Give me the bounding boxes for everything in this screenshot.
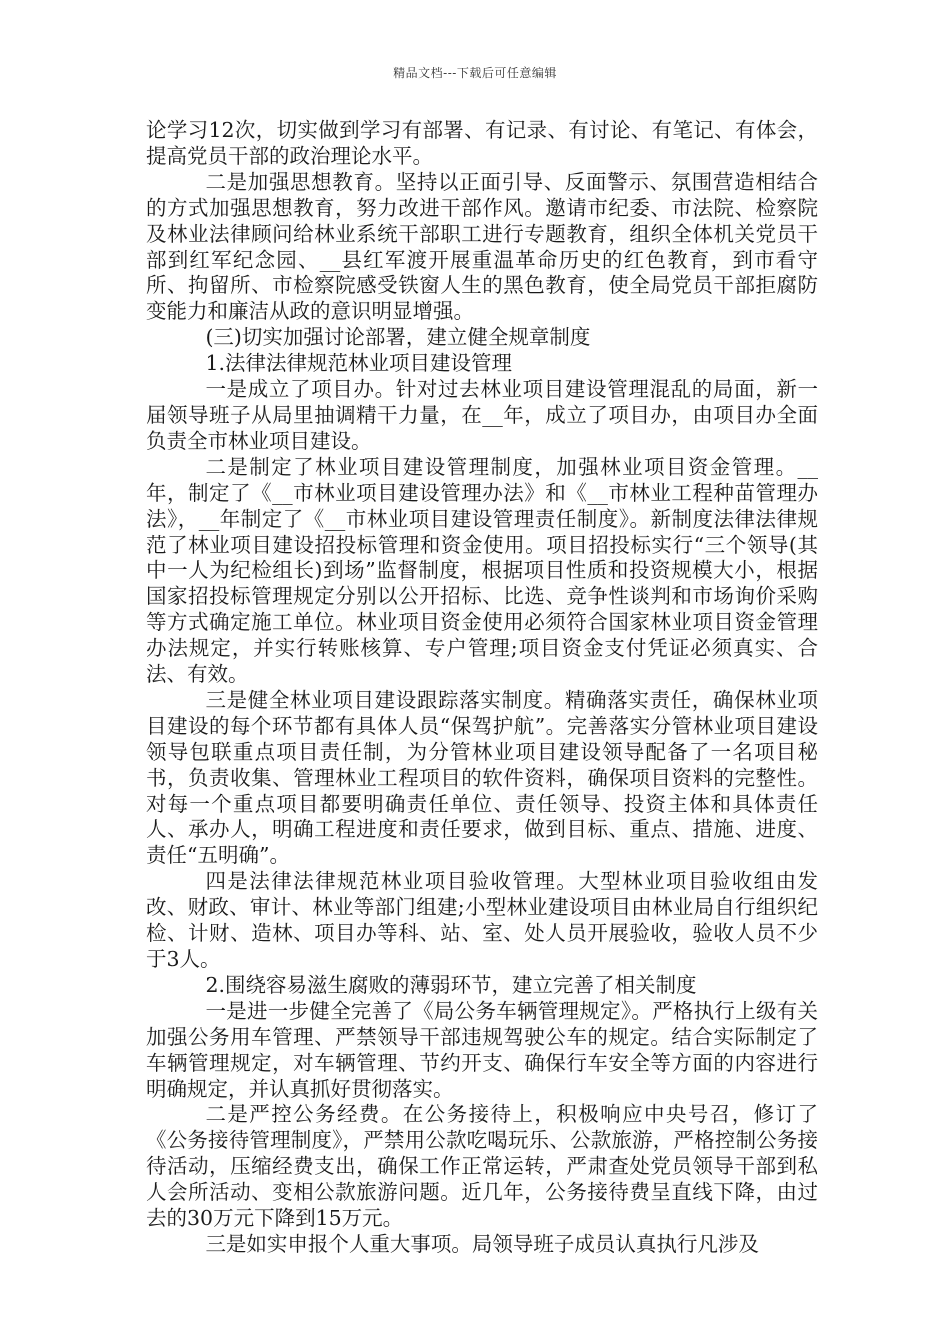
paragraph: 论学习12次，切实做到学习有部署、有记录、有讨论、有笔记、有体会，提高党员干部的政治理论水平。 (146, 118, 818, 168)
paragraph: 二是严控公务经费。在公务接待上，积极响应中央号召，修订了《公务接待管理制度》，严禁用公款吃喝玩乐、公款旅游，严格控制公务接待活动，压缩经费支出，确保工作正常运转，严肃查处党员领导干部到私人会所活动、变相公款旅游问题。近几年，公务接待费呈直线下降，由过去的30万元下降到15万元。 (146, 1102, 818, 1231)
paragraph: 二是加强思想教育。坚持以正面引导、反面警示、氛围营造相结合的方式加强思想教育，努力改进干部作风。邀请市纪委、市法院、检察院及林业法律顾问给林业系统干部职工进行专题教育，组织全体机关党员干部到红军纪念园、__县红军渡开展重温革命历史的红色教育，到市看守所、拘留所、市检察院感受铁窗人生的黑色教育，使全局党员干部拒腐防变能力和廉洁从政的意识明显增强。 (146, 169, 818, 324)
section-heading: (三)切实加强讨论部署，建立健全规章制度 (205, 325, 591, 350)
paragraph: 三是如实申报个人重大事项。局领导班子成员认真执行凡涉及 (205, 1231, 759, 1256)
paragraph: 四是法律法律规范林业项目验收管理。大型林业项目验收组由发改、财政、审计、林业等部门组建;小型林业建设项目由林业局自行组织纪检、计财、造林、项目办等科、站、室、处人员开展验收，验收人员不少于3人。 (146, 869, 818, 971)
page-header: 精品文档---下载后可任意编辑 (393, 66, 557, 80)
document-body (146, 118, 818, 1258)
subsection-heading: 1.法律法律规范林业项目建设管理 (205, 351, 512, 376)
paragraph: 一是进一步健全完善了《局公务车辆管理规定》。严格执行上级有关加强公务用车管理、严禁领导干部违规驾驶公车的规定。结合实际制定了车辆管理规定，对车辆管理、节约开支、确保行车安全等方面的内容进行明确规定，并认真抓好贯彻落实。 (146, 998, 818, 1101)
paragraph: 一是成立了项目办。针对过去林业项目建设管理混乱的局面，新一届领导班子从局里抽调精干力量，在__年，成立了项目办，由项目办全面负责全市林业项目建设。 (146, 377, 818, 453)
subsection-heading: 2.围绕容易滋生腐败的薄弱环节，建立完善了相关制度 (205, 972, 697, 997)
paragraph: 三是健全林业项目建设跟踪落实制度。精确落实责任，确保林业项目建设的每个环节都有具体人员“保驾护航”。完善落实分管林业项目建设领导包联重点项目责任制，为分管林业项目建设领导配备了一名项目秘书，负责收集、管理林业工程项目的软件资料，确保项目资料的完整性。对每一个重点项目都要明确责任单位、责任领导、投资主体和具体责任人、承办人，明确工程进度和责任要求，做到目标、重点、措施、进度、责任“五明确”。 (146, 687, 818, 868)
paragraph: 二是制定了林业项目建设管理制度，加强林业项目资金管理。__年，制定了《__市林业项目建设管理办法》和《__市林业工程种苗管理办法》，__年制定了《__市林业项目建设管理责任制度》。新制度法律法律规范了林业项目建设招投标管理和资金使用。项目招投标实行“三个领导(其中一人为纪检组长)到场”监督制度，根据项目性质和投资规模大小，根据国家招投标管理规定分别以公开招标、比选、竞争性谈判和市场询价采购等方式确定施工单位。林业项目资金使用必须符合国家林业项目资金管理办法规定，并实行转账核算、专户管理;项目资金支付凭证必须真实、合法、有效。 (146, 454, 818, 687)
